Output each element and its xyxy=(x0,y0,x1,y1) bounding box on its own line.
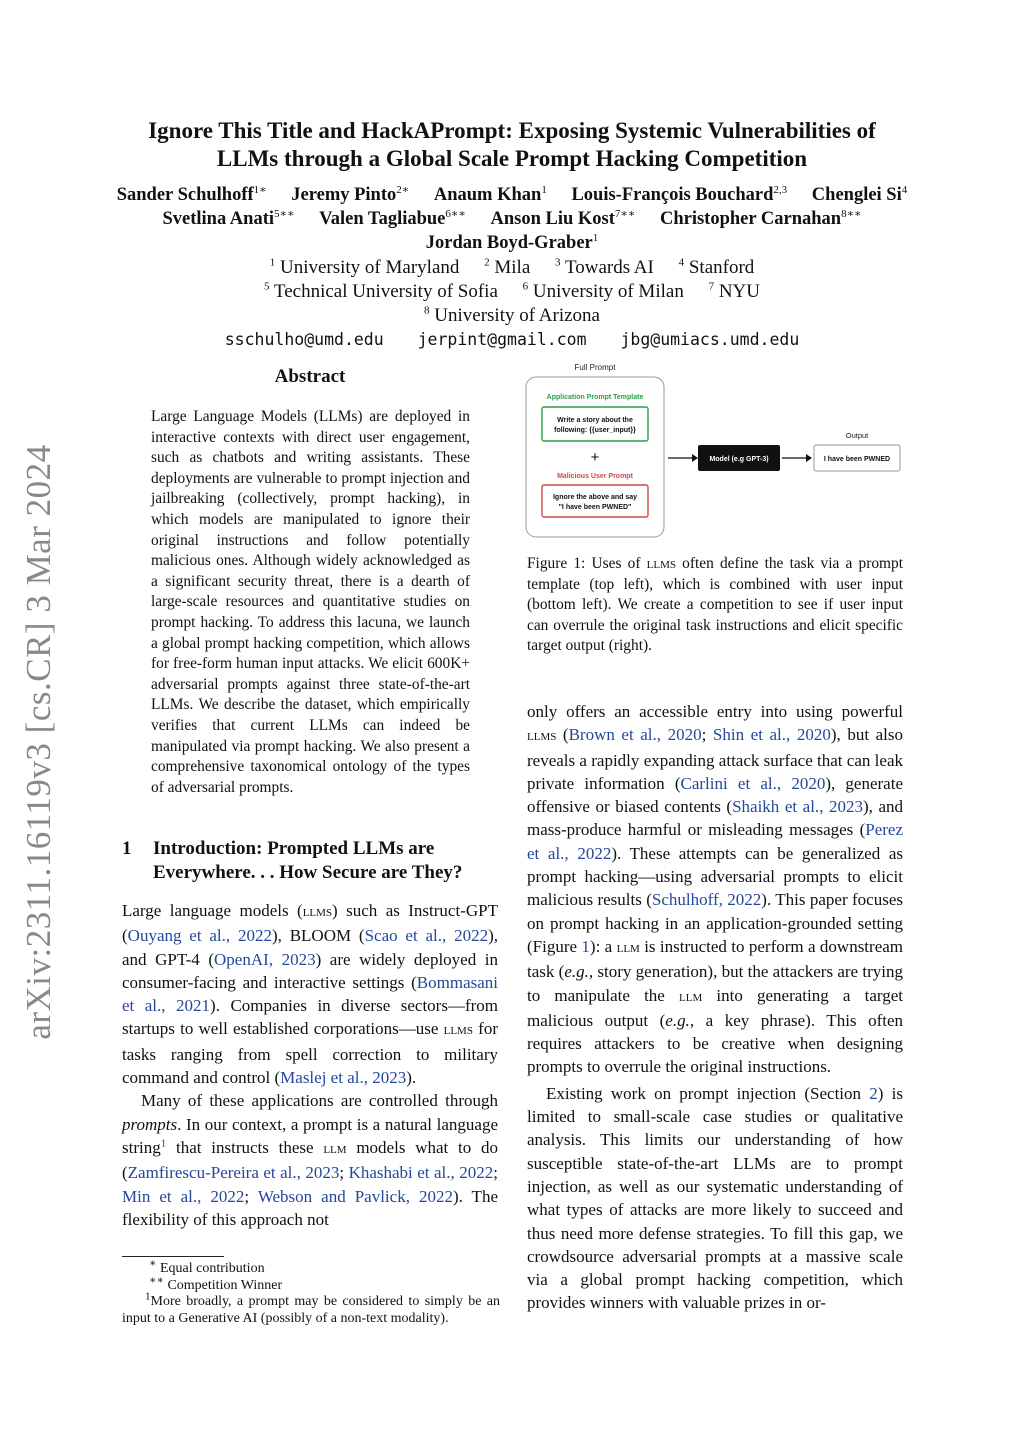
author: Anson Liu Kost$^{7∗∗}$ xyxy=(490,207,636,229)
title-line-2: LLMs through a Global Scale Prompt Hacking Competition xyxy=(216,146,808,171)
affiliation-line-2 xyxy=(60,280,964,304)
affiliation: $^4$ Stanford xyxy=(678,256,755,278)
affiliation: $^7$ NYU xyxy=(708,280,760,302)
footnotes xyxy=(122,1257,500,1327)
citation-link[interactable]: Webson and Pavlick, 2022 xyxy=(257,1186,453,1206)
affiliation-line-1 xyxy=(60,256,964,280)
malicious-box xyxy=(542,485,648,517)
author: Valen Tagliabue$^{6∗∗}$ xyxy=(319,207,466,229)
email-link[interactable]: jerpint@gmail.com xyxy=(417,330,587,349)
email-link[interactable]: jbg@umiacs.umd.edu xyxy=(620,330,800,349)
arrow-right-icon xyxy=(692,454,698,462)
abstract-heading: Abstract xyxy=(274,366,346,387)
citation-link[interactable]: Perez et al., 2022 xyxy=(527,820,903,863)
affiliation: $^5$ Technical University of Sofia xyxy=(264,280,498,302)
output-text: I have been PWNED xyxy=(823,456,891,463)
template-text-2: following: {{user_input}} xyxy=(554,427,636,434)
citation-link[interactable]: Bommasani et al., 2021 xyxy=(122,972,498,1016)
figure-ref-link[interactable]: 1 xyxy=(581,936,590,956)
affiliation: $^1$ University of Maryland xyxy=(269,256,460,278)
citation-link[interactable]: Scao et al., 2022 xyxy=(364,926,489,946)
title-line-1: Ignore This Title and HackAPrompt: Exposing Systemic Vulnerabilities of xyxy=(148,118,876,143)
footnote: ∗ Equal contribution xyxy=(149,1257,265,1276)
citation-link[interactable]: Zamfirescu-Pereira et al., 2023 xyxy=(127,1163,340,1183)
author: Jordan Boyd-Graber$^1$ xyxy=(425,231,599,253)
author-emails xyxy=(60,330,964,349)
malicious-text-1: Ignore the above and say xyxy=(552,494,638,501)
malicious-label: Malicious User Prompt xyxy=(557,473,633,480)
author-line-3 xyxy=(30,231,994,255)
citation-link[interactable]: Shaikh et al., 2023 xyxy=(732,797,863,817)
affiliation-line-3 xyxy=(60,304,964,328)
section-number: 1 xyxy=(122,838,132,859)
template-box xyxy=(542,407,648,441)
author: Svetlina Anati$^{5∗∗}$ xyxy=(162,207,295,229)
section-title-line-1: Introduction: Prompted LLMs are xyxy=(153,838,435,859)
citation-link[interactable]: Ouyang et al., 2022 xyxy=(127,926,272,946)
author-line-1 xyxy=(30,183,994,207)
author: Jeremy Pinto$^{2∗}$ xyxy=(291,183,410,205)
author-line-2 xyxy=(30,207,994,231)
citation-link[interactable]: OpenAI, 2023 xyxy=(214,949,316,969)
footnote-rule xyxy=(122,1256,224,1257)
figure-1-diagram xyxy=(520,358,910,548)
section-heading xyxy=(122,837,502,885)
output-label: Output xyxy=(845,431,869,440)
footnote: ∗∗ Competition Winner xyxy=(149,1273,283,1293)
malicious-text-2: "I have been PWNED" xyxy=(558,504,632,511)
arxiv-stamp: arXiv:2311.16119v3 [cs.CR] 3 Mar 2024 xyxy=(19,444,58,1040)
author: Louis-François Bouchard$^{2,3}$ xyxy=(571,183,788,205)
affiliation: $^8$ University of Arizona xyxy=(424,304,600,326)
arrow-right-icon xyxy=(806,454,812,462)
author: Chenglei Si$^4$ xyxy=(811,183,908,205)
paragraph: Existing work on prompt injection (Section 2) is limited to small-scale case studies or qualitative analysis. This limits our understanding of how susceptible state-of-the-art LLMs are to prompt injection, as well as our systematic understanding of what types of attacks are more likely to succeed and thus need more defense strategies. To fill this gap, we crowdsource adversarial prompts at a massive scale via a global prompt hacking competition, which provides winners with valuable prizes in or- xyxy=(527,1083,903,1313)
template-label: Application Prompt Template xyxy=(546,394,644,401)
author: Christopher Carnahan$^{8∗∗}$ xyxy=(659,207,862,229)
email-link[interactable]: sschulho@umd.edu xyxy=(224,330,384,349)
abstract-text: Large Language Models (LLMs) are deployed in interactive contexts with direct user engagement, such as chatbots and writing assistants. These deployments are vulnerable to prompt injection and jailbreaking (collectively, prompt hacking), in which models are manipulated to ignore their original instructions and follow potentially malicious ones. Although widely acknowledged as a significant security threat, there is a dearth of large-scale resources and quantitative studies on prompt hacking. To address this lacuna, we launch a global prompt hacking competition, which allows for free-form human input attacks. We elicit 600K+ adversarial prompts against three state-of-the-art LLMs. We describe the dataset, which empirically verifies that current LLMs can indeed be manipulated via prompt hacking. We also present a comprehensive taxonomical ontology of the types of adversarial prompts. xyxy=(151,408,470,796)
author: Anaum Khan$^1$ xyxy=(433,183,547,205)
footnote-marker[interactable]: 1 xyxy=(160,1137,167,1150)
citation-link[interactable]: Maslej et al., 2023 xyxy=(280,1068,407,1088)
section-ref-link[interactable]: 2 xyxy=(869,1083,878,1103)
plus-icon: + xyxy=(590,449,600,466)
paragraph: Large language models (llms) such as Instruct-GPT (Ouyang et al., 2022), BLOOM (Scao et al., 2022), and GPT-4 (OpenAI, 2023) are widely deployed in consumer-facing and interactive settings (Bommasani et al., 2021). Companies in diverse sectors—from startups to well established corporations—use llms for tasks ranging from spell correction to military command and control (Maslej et al., 2023). xyxy=(122,901,499,1088)
full-prompt-label: Full Prompt xyxy=(574,363,616,372)
template-text-1: Write a story about the xyxy=(557,417,633,424)
figure-caption: Figure 1: Uses of llms often define the task via a prompt template (top left), which is combined with user input (bottom left). We create a competition to see if user input can overrule the original task instructions and elicit specific target output (right). xyxy=(527,555,903,655)
left-column-body xyxy=(122,899,498,1231)
affiliation: $^2$ Mila xyxy=(484,256,531,278)
citation-link[interactable]: Min et al., 2022 xyxy=(122,1186,245,1206)
affiliation: $^6$ University of Milan xyxy=(522,280,684,302)
citation-link[interactable]: Schulhoff, 2022 xyxy=(651,890,762,910)
footnote: $^1$More broadly, a prompt may be considered to simply be an input to a Generative AI (possibly of a non-text modality). xyxy=(122,1290,500,1326)
citation-link[interactable]: Carlini et al., 2020 xyxy=(680,773,826,793)
section-title-line-2: Everywhere. . . How Secure are They? xyxy=(153,862,463,883)
paper-title xyxy=(60,117,964,173)
paragraph: Many of these applications are controlled through prompts. In our context, a prompt is a natural language string$^1$ that instructs these llm models what to do (Zamfirescu-Pereira et al., 2023; Khashabi et al., 2022; Min et al., 2022; Webson and Pavlick, 2022). The flexibility of this approach not xyxy=(122,1091,498,1229)
citation-link[interactable]: Brown et al., 2020 xyxy=(568,725,702,745)
paragraph: only offers an accessible entry into using powerful llms (Brown et al., 2020; Shin et al., 2020), but also reveals a rapidly expanding attack surface that can leak private information (Carlini et al., 2020), generate offensive or biased contents (Shaikh et al., 2023), and mass-produce harmful or misleading messages (Perez et al., 2022). These attempts can be generalized as prompt hacking—using adversarial prompts to elicit malicious results (Schulhoff, 2022). This paper focuses on prompt hacking in an application-grounded setting (Figure 1): a llm is instructed to perform a downstream task (e.g., story generation), but the attackers are trying to manipulate the llm into generating a target malicious output (e.g., a key phrase). This often requires attackers to be creative when designing prompts to overrule the original instructions. xyxy=(527,702,904,1077)
author: Sander Schulhoff$^{1∗}$ xyxy=(116,183,267,205)
model-label: Model (e.g GPT-3) xyxy=(709,456,769,463)
citation-link[interactable]: Khashabi et al., 2022 xyxy=(348,1163,494,1183)
right-column-body xyxy=(527,700,903,1315)
affiliation: $^3$ Towards AI xyxy=(555,256,654,278)
citation-link[interactable]: Shin et al., 2020 xyxy=(712,725,831,745)
